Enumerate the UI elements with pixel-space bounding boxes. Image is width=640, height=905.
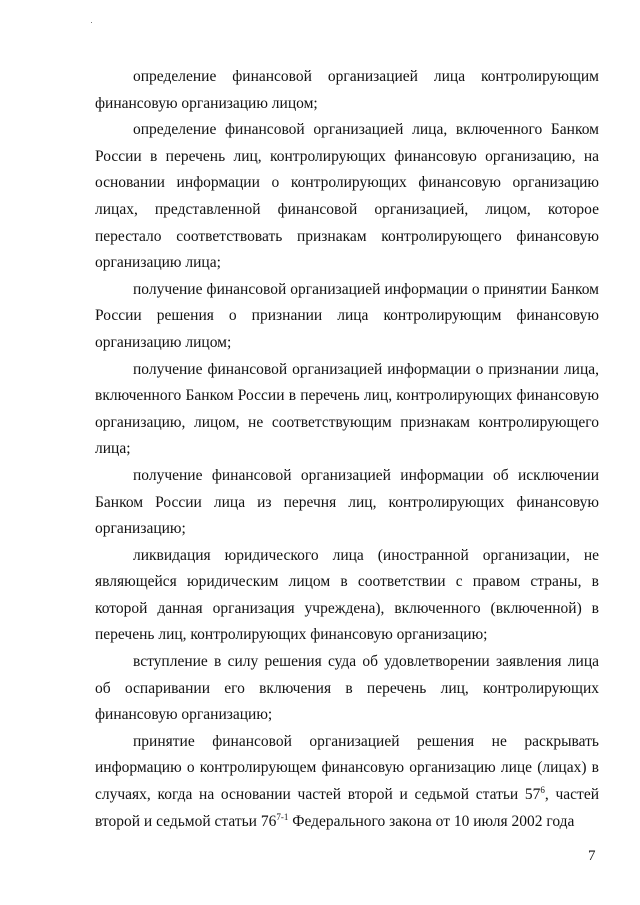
paragraph: вступление в силу решения суда об удовлетворении заявления лица об оспаривании его включения в перечень лиц, контролирующих финансовую организацию; xyxy=(95,653,599,724)
superscript: 7-1 xyxy=(276,811,289,822)
paragraph: определение финансовой организацией лица, включенного Банком России в перечень лиц, контролирующих финансовую организацию, на основании информации о контролирующих финансовую организацию лицах, представленной финансовой организацией, лицом, которое перестало соответствовать признакам контролирующего финансовую организацию лица; xyxy=(95,121,599,272)
paragraph: получение финансовой организацией информации о признании лица, включенного Банком России в перечень лиц, контролирующих финансовую организацию, лицом, не соответствующим признакам контролирующего лица; xyxy=(95,360,599,458)
superscript: 6 xyxy=(540,785,545,796)
page-number: 7 xyxy=(588,848,596,864)
paragraph-text: принятие финансовой организацией решения не раскрывать информацию о контролирующем финансовую организацию лице (лицах) в случаях, когда на основании частей второй и седьмой статьи 57 xyxy=(95,732,599,804)
paragraph: получение финансовой организацией информации об исключении Банком России лица из перечня лиц, контролирующих финансовую организацию; xyxy=(95,466,599,538)
paragraph: определение финансовой организацией лица контролирующим финансовую организацию лицом; xyxy=(95,68,599,112)
body-text xyxy=(95,64,599,835)
paragraph: получение финансовой организацией информации о принятии Банком России решения о признании лица контролирующим финансовую организацию лицом; xyxy=(95,280,599,351)
paragraph: ликвидация юридического лица (иностранной организации, не являющейся юридическим лицом в соответствии с правом страны, в которой данная организация учреждена), включенного (включенной) в перечень лиц, контролирующих финансовую организацию; xyxy=(95,546,599,644)
paragraph-text: Федерального закона от 10 июля 2002 года xyxy=(288,812,575,830)
paragraph-last xyxy=(95,729,599,835)
paragraph-text: , частей второй и седьмой статьи 76 xyxy=(95,786,599,830)
scan-mark xyxy=(91,22,92,23)
